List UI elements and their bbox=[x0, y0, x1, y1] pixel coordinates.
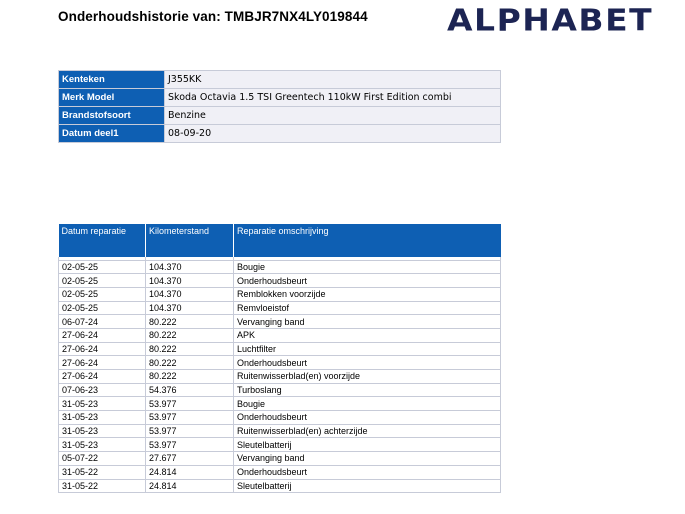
repair-date-cell: 02-05-25 bbox=[59, 301, 146, 315]
repair-mileage-cell: 104.370 bbox=[146, 287, 234, 301]
column-header-mileage: Kilometerstand bbox=[146, 224, 234, 257]
table-row bbox=[59, 356, 501, 370]
repair-description-cell: Sleutelbatterij bbox=[234, 479, 501, 493]
repair-date-cell: 31-05-23 bbox=[59, 438, 146, 452]
repair-description-cell: Onderhoudsbeurt bbox=[234, 411, 501, 425]
repair-mileage-cell: 80.222 bbox=[146, 315, 234, 329]
table-row bbox=[59, 260, 501, 274]
repair-description-cell: Luchtfilter bbox=[234, 342, 501, 356]
repair-description-cell: Turboslang bbox=[234, 383, 501, 397]
table-row bbox=[59, 287, 501, 301]
repair-mileage-cell: 53.977 bbox=[146, 411, 234, 425]
info-value: Benzine bbox=[165, 107, 501, 125]
repair-mileage-cell: 53.977 bbox=[146, 397, 234, 411]
repair-date-cell: 27-06-24 bbox=[59, 356, 146, 370]
column-header-date: Datum reparatie bbox=[59, 224, 146, 257]
repair-description-cell: Bougie bbox=[234, 397, 501, 411]
info-row bbox=[59, 71, 501, 89]
repair-description-cell: Ruitenwisserblad(en) achterzijde bbox=[234, 424, 501, 438]
repair-date-cell: 02-05-25 bbox=[59, 274, 146, 288]
table-row bbox=[59, 438, 501, 452]
repair-description-cell: Remblokken voorzijde bbox=[234, 287, 501, 301]
table-row bbox=[59, 397, 501, 411]
repair-description-cell: Onderhoudsbeurt bbox=[234, 465, 501, 479]
repair-mileage-cell: 80.222 bbox=[146, 328, 234, 342]
info-row bbox=[59, 107, 501, 125]
repair-description-cell: Bougie bbox=[234, 260, 501, 274]
repair-description-cell: Sleutelbatterij bbox=[234, 438, 501, 452]
repair-date-cell: 06-07-24 bbox=[59, 315, 146, 329]
column-header-description: Reparatie omschrijving bbox=[234, 224, 501, 257]
repair-date-cell: 31-05-23 bbox=[59, 411, 146, 425]
repair-header-row bbox=[59, 224, 501, 257]
repair-mileage-cell: 24.814 bbox=[146, 465, 234, 479]
table-row bbox=[59, 274, 501, 288]
info-label: Brandstofsoort bbox=[59, 107, 165, 125]
table-row bbox=[59, 424, 501, 438]
repair-description-cell: Remvloeistof bbox=[234, 301, 501, 315]
info-value: Skoda Octavia 1.5 TSI Greentech 110kW First Edition combi bbox=[165, 89, 501, 107]
table-row bbox=[59, 342, 501, 356]
repair-mileage-cell: 54.376 bbox=[146, 383, 234, 397]
info-label: Kenteken bbox=[59, 71, 165, 89]
table-row bbox=[59, 465, 501, 479]
repair-date-cell: 31-05-22 bbox=[59, 479, 146, 493]
table-row bbox=[59, 328, 501, 342]
repair-mileage-cell: 80.222 bbox=[146, 370, 234, 384]
repair-date-cell: 31-05-23 bbox=[59, 424, 146, 438]
table-row bbox=[59, 315, 501, 329]
repair-description-cell: Ruitenwisserblad(en) voorzijde bbox=[234, 370, 501, 384]
repair-description-cell: Vervanging band bbox=[234, 315, 501, 329]
repair-mileage-cell: 80.222 bbox=[146, 356, 234, 370]
info-value: J355KK bbox=[165, 71, 501, 89]
info-row bbox=[59, 89, 501, 107]
alphabet-logo: ALPHABET bbox=[447, 2, 654, 38]
repair-mileage-cell: 104.370 bbox=[146, 301, 234, 315]
repair-date-cell: 02-05-25 bbox=[59, 287, 146, 301]
table-row bbox=[59, 411, 501, 425]
repair-date-cell: 31-05-23 bbox=[59, 397, 146, 411]
repair-date-cell: 07-06-23 bbox=[59, 383, 146, 397]
info-label: Datum deel1 bbox=[59, 125, 165, 143]
table-row bbox=[59, 479, 501, 493]
repair-date-cell: 27-06-24 bbox=[59, 328, 146, 342]
info-row bbox=[59, 125, 501, 143]
repair-mileage-cell: 24.814 bbox=[146, 479, 234, 493]
page-title: Onderhoudshistorie van: TMBJR7NX4LY019844 bbox=[58, 9, 368, 24]
info-label: Merk Model bbox=[59, 89, 165, 107]
repair-date-cell: 27-06-24 bbox=[59, 342, 146, 356]
repair-date-cell: 02-05-25 bbox=[59, 260, 146, 274]
repair-history-table bbox=[58, 224, 501, 493]
table-row bbox=[59, 301, 501, 315]
repair-date-cell: 05-07-22 bbox=[59, 452, 146, 466]
repair-mileage-cell: 53.977 bbox=[146, 424, 234, 438]
table-row bbox=[59, 383, 501, 397]
repair-description-cell: Onderhoudsbeurt bbox=[234, 356, 501, 370]
repair-mileage-cell: 53.977 bbox=[146, 438, 234, 452]
table-row bbox=[59, 370, 501, 384]
table-row bbox=[59, 452, 501, 466]
repair-date-cell: 27-06-24 bbox=[59, 370, 146, 384]
repair-mileage-cell: 27.677 bbox=[146, 452, 234, 466]
repair-mileage-cell: 104.370 bbox=[146, 274, 234, 288]
info-value: 08-09-20 bbox=[165, 125, 501, 143]
repair-mileage-cell: 104.370 bbox=[146, 260, 234, 274]
repair-date-cell: 31-05-22 bbox=[59, 465, 146, 479]
vehicle-info-table bbox=[58, 70, 501, 143]
repair-description-cell: APK bbox=[234, 328, 501, 342]
repair-description-cell: Onderhoudsbeurt bbox=[234, 274, 501, 288]
repair-mileage-cell: 80.222 bbox=[146, 342, 234, 356]
repair-description-cell: Vervanging band bbox=[234, 452, 501, 466]
